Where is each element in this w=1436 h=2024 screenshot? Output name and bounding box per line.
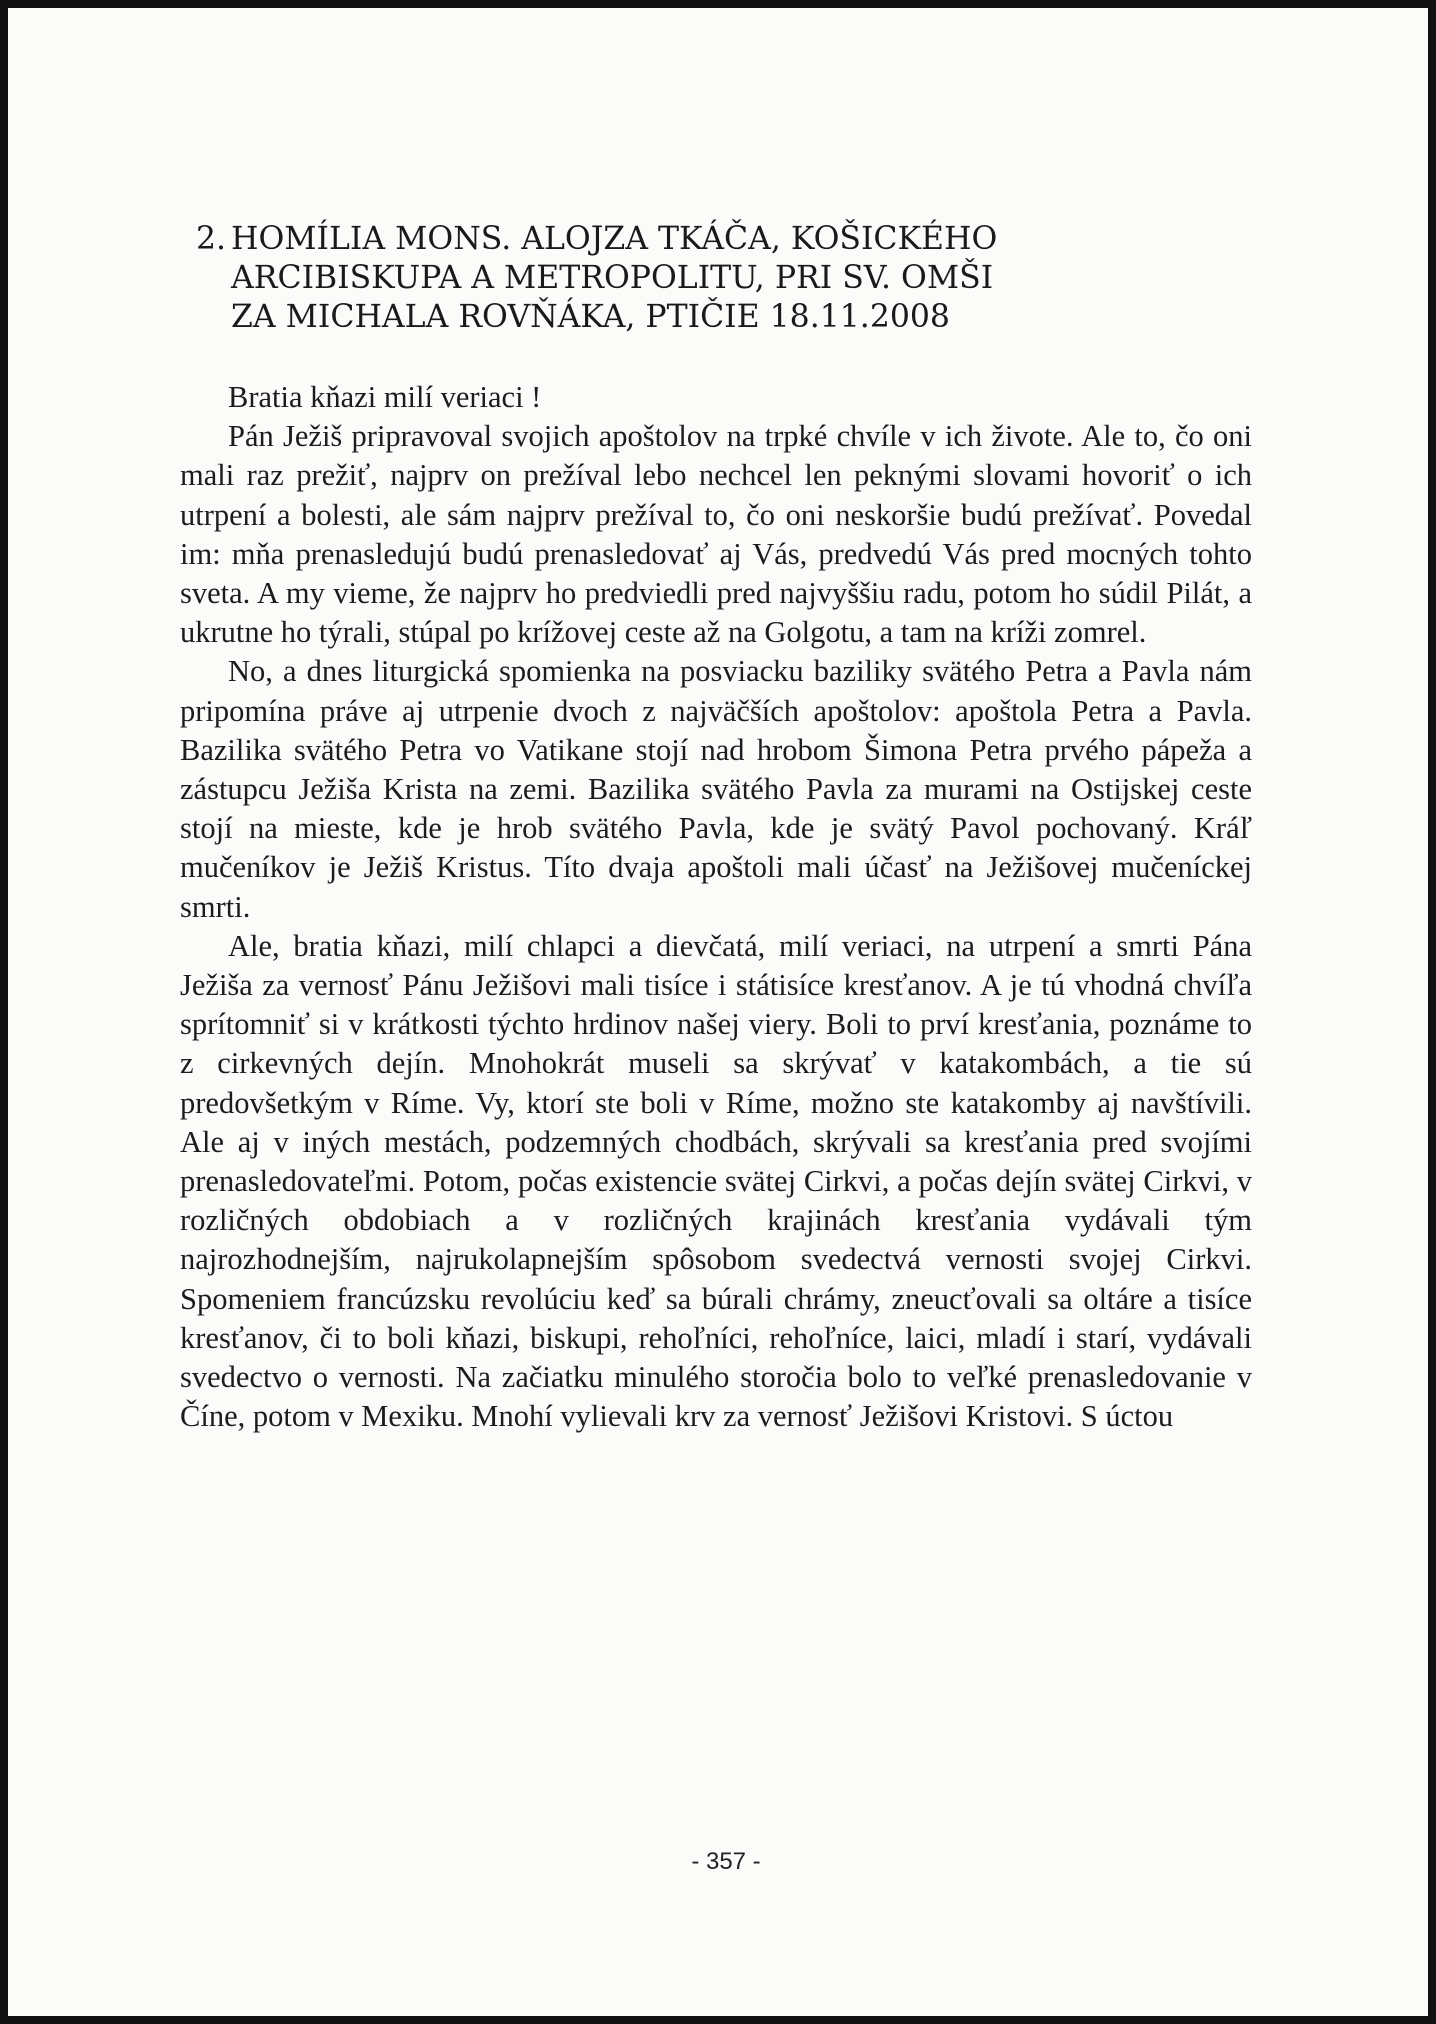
page-number: - 357 -	[691, 1848, 761, 1875]
paragraph-2: No, a dnes liturgická spomienka na posviacku baziliky svätého Petra a Pavla nám pripomína práve aj utrpenie dvoch z najväčších apoštolov: apoštola Petra a Pavla. Bazilika svätého Petra vo Vatikane stojí nad hrobom Šimona Petra prvého pápeža a zástupcu Ježiša Krista na zemi. Bazilika svätého Pavla za murami na Ostijskej ceste stojí na mieste, kde je hrob svätého Pavla, kde je svätý Pavol pochovaný. Kráľ mučeníkov je Ježiš Kristus. Títo dvaja apoštoli mali účasť na Ježišovej mučeníckej smrti.	[180, 654, 1252, 924]
homily-heading	[196, 220, 1276, 337]
homily-body	[180, 378, 1252, 1436]
heading-line-1: 2. HOMÍLIA MONS. ALOJZA TKÁČA, KOŠICKÉHO	[196, 221, 998, 257]
salutation: Bratia kňazi milí veriaci !	[228, 380, 542, 414]
heading-line-2: ARCIBISKUPA A METROPOLITU, PRI SV. OMŠI	[231, 260, 994, 296]
heading-number: 2.	[196, 221, 227, 257]
heading-line-3: ZA MICHALA ROVŇÁKA, PTIČIE 18.11.2008	[231, 299, 950, 335]
paragraph-3: Ale, bratia kňazi, milí chlapci a dievčatá, milí veriaci, na utrpení a smrti Pána Ježiša za vernosť Pánu Ježišovi mali tisíce i státisíce kresťanov. A je tú vhodná chvíľa sprítomniť si v krátkosti týchto hrdinov našej viery. Boli to prví kresťania, poznáme to z cirkevných dejín. Mnohokrát museli sa skrývať v katakombách, a tie sú predovšetkým v Ríme. Vy, ktorí ste boli v Ríme, možno ste katakomby aj navštívili. Ale aj v iných mestách, podzemných chodbách, skrývali sa kresťania pred svojími prenasledovateľmi. Potom, počas existencie svätej Cirkvi, a počas dejín svätej Cirkvi, v rozličných obdobiach a v rozličných krajinách kresťania vydávali tým najrozhodnejším, najrukolapnejším spôsobom svedectvá vernosti svojej Cirkvi. Spomeniem francúzsku revolúciu keď sa búrali chrámy, zneucťovali sa oltáre a tisíce kresťanov, či to boli kňazi, biskupi, rehoľníci, rehoľníce, laici, mladí i starí, vydávali svedectvo o vernosti. Na začiatku minulého storočia bolo to veľké prenasledovanie v Číne, potom v Mexiku. Mnohí vylievali krv za vernosť Ježišovi Kristovi. S úctou	[180, 928, 1252, 1434]
paragraph-1: Pán Ježiš pripravoval svojich apoštolov na trpké chvíle v ich živote. Ale to, čo oni mali raz prežiť, najprv on prežíval lebo nechcel len peknými slovami hovoriť o ich utrpení a bolesti, ale sám najprv prežíval to, čo oni neskoršie budú prežívať. Povedal im: mňa prenasledujú budú prenasledovať aj Vás, predvedú Vás pred mocných tohto sveta. A my vieme, že najprv ho predviedli pred najvyššiu radu, potom ho súdil Pilát, a ukrutne ho týrali, stúpal po krížovej ceste až na Golgotu, a tam na kríži zomrel.	[180, 419, 1252, 650]
